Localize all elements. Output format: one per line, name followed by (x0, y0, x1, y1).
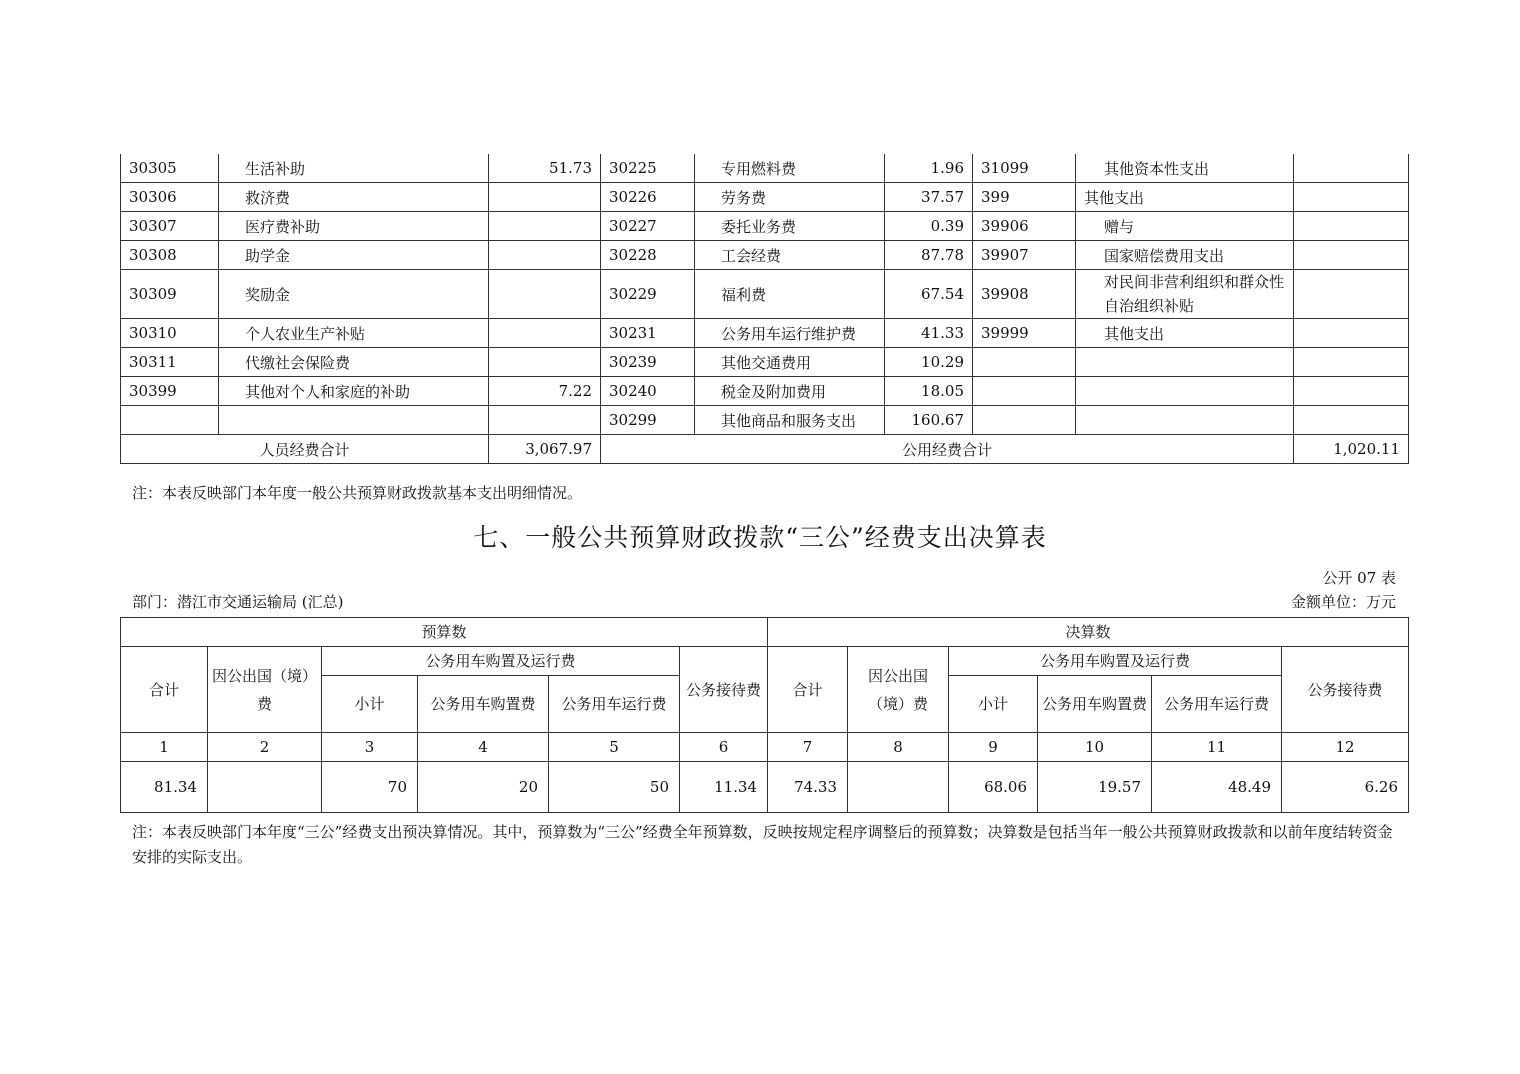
name-cell: 工会经费 (695, 241, 885, 270)
budget-car-run-header: 公务用车运行费 (549, 676, 680, 733)
name-cell: 其他对个人和家庭的补助 (219, 377, 489, 406)
code-cell (973, 377, 1076, 406)
value-cell (1294, 241, 1409, 270)
budget-abroad-header: 因公出国（境）费 (208, 647, 322, 733)
budget-total-header: 合计 (121, 647, 208, 733)
column-number: 8 (848, 733, 949, 762)
value-cell: 67.54 (885, 270, 973, 319)
budget-reception-header: 公务接待费 (680, 647, 768, 733)
budget-car-purchase-header: 公务用车购置费 (418, 676, 549, 733)
name-cell: 公务用车运行维护费 (695, 319, 885, 348)
column-number: 9 (949, 733, 1038, 762)
name-cell: 其他支出 (1076, 319, 1294, 348)
final-car-purchase-header: 公务用车购置费 (1038, 676, 1152, 733)
code-cell: 30306 (121, 183, 219, 212)
value-cell (489, 212, 601, 241)
name-cell: 委托业务费 (695, 212, 885, 241)
name-cell: 其他交通费用 (695, 348, 885, 377)
code-cell: 30225 (601, 154, 695, 183)
code-cell (973, 348, 1076, 377)
value-cell (1294, 348, 1409, 377)
name-cell: 个人农业生产补贴 (219, 319, 489, 348)
name-cell: 奖励金 (219, 270, 489, 319)
table-row (121, 154, 1409, 183)
budget-subtotal-header: 小计 (322, 676, 418, 733)
sangong-table-note: 注：本表反映部门本年度“三公”经费支出预决算情况。其中，预算数为“三公”经费全年预算数，反映按规定程序调整后的预算数；决算数是包括当年一般公共预算财政拨款和以前年度结转资金安排的实际支出。 (132, 823, 1393, 866)
table-row (121, 319, 1409, 348)
basic-expenditure-detail-table (120, 154, 1409, 464)
name-cell: 生活补助 (219, 154, 489, 183)
value-cell: 87.78 (885, 241, 973, 270)
code-cell: 30307 (121, 212, 219, 241)
section-title: 七、一般公共预算财政拨款“三公”经费支出决算表 (473, 523, 1047, 552)
name-cell: 医疗费补助 (219, 212, 489, 241)
name-cell: 对民间非营利组织和群众性自治组织补贴 (1076, 270, 1294, 319)
code-cell: 30226 (601, 183, 695, 212)
value-cell: 160.67 (885, 406, 973, 435)
table-number: 公开 07 表 (1322, 569, 1396, 587)
name-cell: 其他资本性支出 (1076, 154, 1294, 183)
totals-row (121, 435, 1409, 464)
name-cell: 赠与 (1076, 212, 1294, 241)
value-cell (489, 348, 601, 377)
amount-cell: 50 (549, 762, 680, 813)
value-cell (1294, 154, 1409, 183)
name-cell (1076, 406, 1294, 435)
code-cell: 39999 (973, 319, 1076, 348)
table-row (121, 183, 1409, 212)
amount-cell (208, 762, 322, 813)
value-cell: 18.05 (885, 377, 973, 406)
code-cell (121, 406, 219, 435)
column-number: 10 (1038, 733, 1152, 762)
value-cell (1294, 406, 1409, 435)
code-cell: 30399 (121, 377, 219, 406)
code-cell: 30299 (601, 406, 695, 435)
name-cell: 劳务费 (695, 183, 885, 212)
personnel-total-label: 人员经费合计 (121, 435, 489, 464)
code-cell: 30305 (121, 154, 219, 183)
table-row (121, 348, 1409, 377)
final-abroad-header: 因公出国（境）费 (848, 647, 949, 733)
budget-header: 预算数 (121, 618, 768, 647)
detail-table-note: 注：本表反映部门本年度一般公共预算财政拨款基本支出明细情况。 (132, 484, 583, 502)
code-cell: 39907 (973, 241, 1076, 270)
value-cell (489, 406, 601, 435)
code-cell: 30229 (601, 270, 695, 319)
column-number: 12 (1282, 733, 1409, 762)
code-cell: 30311 (121, 348, 219, 377)
code-cell: 30239 (601, 348, 695, 377)
budget-car-group-header: 公务用车购置及运行费 (322, 647, 680, 676)
value-cell (1294, 212, 1409, 241)
amount-cell: 11.34 (680, 762, 768, 813)
final-reception-header: 公务接待费 (1282, 647, 1409, 733)
code-cell: 39906 (973, 212, 1076, 241)
final-header: 决算数 (768, 618, 1409, 647)
amount-cell: 68.06 (949, 762, 1038, 813)
amount-cell: 20 (418, 762, 549, 813)
name-cell: 福利费 (695, 270, 885, 319)
name-cell: 其他支出 (1076, 183, 1294, 212)
value-cell: 37.57 (885, 183, 973, 212)
name-cell: 代缴社会保险费 (219, 348, 489, 377)
value-cell (1294, 377, 1409, 406)
value-cell: 10.29 (885, 348, 973, 377)
value-cell: 7.22 (489, 377, 601, 406)
name-cell: 税金及附加费用 (695, 377, 885, 406)
column-number: 6 (680, 733, 768, 762)
amount-cell: 74.33 (768, 762, 848, 813)
name-cell: 国家赔偿费用支出 (1076, 241, 1294, 270)
name-cell: 救济费 (219, 183, 489, 212)
code-cell: 399 (973, 183, 1076, 212)
column-number: 11 (1152, 733, 1282, 762)
name-cell: 专用燃料费 (695, 154, 885, 183)
name-cell (1076, 348, 1294, 377)
public-total-label: 公用经费合计 (601, 435, 1294, 464)
value-cell (1294, 319, 1409, 348)
column-number: 3 (322, 733, 418, 762)
column-number: 1 (121, 733, 208, 762)
table-row (121, 406, 1409, 435)
name-cell (1076, 377, 1294, 406)
value-cell: 0.39 (885, 212, 973, 241)
column-number: 2 (208, 733, 322, 762)
code-cell: 31099 (973, 154, 1076, 183)
table-row (121, 241, 1409, 270)
final-car-run-header: 公务用车运行费 (1152, 676, 1282, 733)
public-total-value: 1,020.11 (1294, 435, 1409, 464)
table-row (121, 377, 1409, 406)
amount-cell: 48.49 (1152, 762, 1282, 813)
value-cell (489, 183, 601, 212)
name-cell: 助学金 (219, 241, 489, 270)
code-cell: 30308 (121, 241, 219, 270)
table-row (121, 212, 1409, 241)
code-cell: 30240 (601, 377, 695, 406)
code-cell: 30228 (601, 241, 695, 270)
code-cell: 30310 (121, 319, 219, 348)
value-cell: 1.96 (885, 154, 973, 183)
value-cell (489, 241, 601, 270)
column-number: 7 (768, 733, 848, 762)
code-cell: 30231 (601, 319, 695, 348)
value-cell (489, 270, 601, 319)
final-car-group-header: 公务用车购置及运行费 (949, 647, 1282, 676)
sangong-expenditure-table (120, 617, 1409, 813)
value-cell (1294, 183, 1409, 212)
code-cell: 30227 (601, 212, 695, 241)
amount-cell (848, 762, 949, 813)
value-cell (489, 319, 601, 348)
name-cell (219, 406, 489, 435)
department-label: 部门：潜江市交通运输局 (汇总) (132, 593, 344, 611)
amount-cell: 81.34 (121, 762, 208, 813)
code-cell: 30309 (121, 270, 219, 319)
final-total-header: 合计 (768, 647, 848, 733)
personnel-total-value: 3,067.97 (489, 435, 601, 464)
value-cell: 41.33 (885, 319, 973, 348)
amount-cell: 6.26 (1282, 762, 1409, 813)
value-cell (1294, 270, 1409, 319)
amount-cell: 19.57 (1038, 762, 1152, 813)
code-cell (973, 406, 1076, 435)
name-cell: 其他商品和服务支出 (695, 406, 885, 435)
unit-label: 金额单位：万元 (1290, 593, 1396, 611)
value-cell: 51.73 (489, 154, 601, 183)
table-row (121, 270, 1409, 319)
column-number: 5 (549, 733, 680, 762)
code-cell: 39908 (973, 270, 1076, 319)
column-number: 4 (418, 733, 549, 762)
final-subtotal-header: 小计 (949, 676, 1038, 733)
amount-cell: 70 (322, 762, 418, 813)
